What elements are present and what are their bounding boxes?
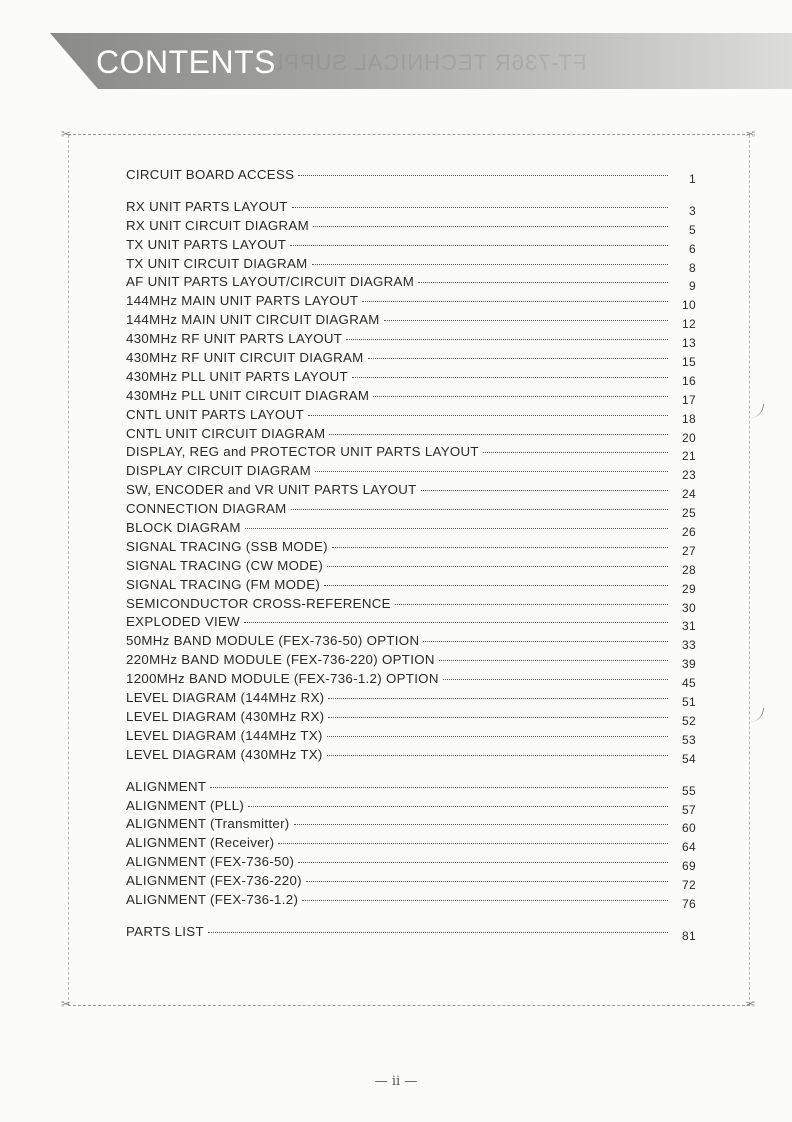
toc-entry[interactable]	[126, 689, 696, 708]
page-number: — ii —	[374, 1074, 418, 1089]
toc-entry[interactable]	[126, 613, 696, 632]
dot-leader	[298, 175, 668, 176]
dot-leader	[308, 415, 668, 416]
toc-entry-page: 28	[682, 562, 696, 577]
toc-entry-page: 60	[682, 821, 696, 836]
toc-entry[interactable]	[126, 923, 696, 942]
toc-entry-title: SIGNAL TRACING (FM MODE)	[126, 576, 321, 592]
dot-leader	[332, 547, 668, 548]
toc-entry-page: 6	[689, 241, 696, 256]
toc-entry-title: 144MHz MAIN UNIT CIRCUIT DIAGRAM	[126, 312, 380, 328]
toc-entry[interactable]	[126, 538, 696, 557]
toc-entry-page: 10	[682, 298, 696, 313]
toc-entry[interactable]	[126, 198, 696, 217]
toc-entry-title: LEVEL DIAGRAM (144MHz RX)	[126, 690, 325, 706]
dot-leader	[208, 932, 668, 933]
toc-entry-page: 9	[689, 279, 696, 294]
toc-entry-page: 52	[682, 713, 696, 728]
toc-entry[interactable]	[126, 746, 696, 765]
toc-entry[interactable]	[126, 576, 696, 595]
toc-entry[interactable]	[126, 632, 696, 651]
toc-entry-title: ALIGNMENT (FEX-736-1.2)	[126, 891, 299, 907]
scissors-icon: ✂	[745, 127, 756, 141]
dot-leader	[294, 824, 668, 825]
toc-entry-page: 29	[682, 581, 696, 596]
toc-entry-title: ALIGNMENT (PLL)	[126, 797, 245, 813]
toc-entry[interactable]	[126, 217, 696, 236]
toc-entry[interactable]	[126, 330, 696, 349]
toc-entry-title: 220MHz BAND MODULE (FEX-736-220) OPTION	[126, 652, 435, 668]
toc-entry-title: CONNECTION DIAGRAM	[126, 501, 287, 517]
toc-entry-title: 430MHz RF UNIT CIRCUIT DIAGRAM	[126, 350, 364, 366]
dot-leader	[312, 264, 669, 265]
toc-entry-title: CNTL UNIT PARTS LAYOUT	[126, 406, 305, 422]
scissors-icon: ✂	[745, 997, 756, 1011]
toc-entry-page: 57	[682, 802, 696, 817]
toc-entry-title: EXPLODED VIEW	[126, 614, 240, 630]
toc-entry-title: DISPLAY CIRCUIT DIAGRAM	[126, 463, 311, 479]
toc-entry[interactable]	[126, 595, 696, 614]
toc-entry-page: 1	[689, 172, 696, 186]
toc-entry-page: 13	[682, 336, 696, 351]
dot-leader	[302, 900, 668, 901]
toc-entry-title: 430MHz PLL UNIT CIRCUIT DIAGRAM	[126, 387, 370, 403]
toc-entry-page: 72	[682, 878, 696, 893]
toc-entry-title: SEMICONDUCTOR CROSS-REFERENCE	[126, 595, 391, 611]
toc-entry[interactable]	[126, 797, 696, 816]
toc-entry-title: SW, ENCODER and VR UNIT PARTS LAYOUT	[126, 482, 417, 498]
toc-entry-page: 51	[682, 695, 696, 710]
toc-entry-page: 23	[682, 468, 696, 483]
toc-entry[interactable]	[126, 834, 696, 853]
dot-leader	[329, 434, 668, 435]
toc-entry-title: LEVEL DIAGRAM (430MHz RX)	[126, 708, 325, 724]
dot-leader	[248, 806, 668, 807]
binding-mark	[749, 404, 764, 418]
toc-entry[interactable]	[126, 670, 696, 689]
dot-leader	[368, 358, 668, 359]
dot-leader	[418, 282, 668, 283]
page-title: CONTENTS	[96, 44, 276, 80]
toc-entry-page: 26	[682, 525, 696, 540]
toc-entry-page: 17	[682, 392, 696, 407]
binding-mark	[749, 708, 764, 722]
dot-leader	[423, 641, 668, 642]
toc-entry-title: 144MHz MAIN UNIT PARTS LAYOUT	[126, 293, 359, 309]
toc-entry-page: 30	[682, 600, 696, 615]
toc-entry-page: 64	[682, 840, 696, 855]
toc-entry-title: LEVEL DIAGRAM (144MHz TX)	[126, 727, 323, 743]
toc-entry-page: 5	[689, 222, 696, 237]
toc-entry-title: ALIGNMENT (FEX-736-220)	[126, 873, 302, 889]
toc-entry-title: 50MHz BAND MODULE (FEX-736-50) OPTION	[126, 633, 420, 649]
dot-leader	[362, 301, 668, 302]
dot-leader	[395, 604, 668, 605]
dot-leader	[327, 566, 668, 567]
dot-leader	[421, 490, 668, 491]
toc-entry[interactable]	[126, 255, 696, 274]
toc-entry[interactable]	[126, 273, 696, 292]
toc-entry-page: 15	[682, 355, 696, 370]
dot-leader	[483, 452, 668, 453]
toc-entry-title: ALIGNMENT (Transmitter)	[126, 816, 290, 832]
toc-entry-page: 45	[682, 676, 696, 691]
toc-entry-page: 18	[682, 411, 696, 426]
toc-entry-title: 430MHz RF UNIT PARTS LAYOUT	[126, 331, 343, 347]
toc-entry-title: BLOCK DIAGRAM	[126, 520, 241, 536]
toc-entry-page: 81	[682, 928, 696, 943]
toc-entry-page: 21	[682, 449, 696, 464]
toc-entry[interactable]	[126, 387, 696, 406]
toc-entry[interactable]	[126, 815, 696, 834]
dot-leader	[278, 843, 668, 844]
toc-entry-page: 55	[682, 783, 696, 798]
toc-entry-title: TX UNIT PARTS LAYOUT	[126, 236, 287, 252]
dot-leader	[315, 471, 668, 472]
toc-entry-page: 27	[682, 543, 696, 558]
table-of-contents	[126, 166, 696, 955]
toc-entry[interactable]	[126, 500, 696, 519]
dot-leader	[291, 509, 668, 510]
dot-leader	[313, 226, 668, 227]
toc-entry[interactable]	[126, 166, 696, 185]
toc-entry-title: ALIGNMENT (FEX-736-50)	[126, 854, 295, 870]
dot-leader	[352, 377, 668, 378]
toc-entry-page: 25	[682, 506, 696, 521]
toc-entry[interactable]	[126, 778, 696, 797]
toc-entry-page: 33	[682, 638, 696, 653]
dot-leader	[384, 320, 668, 321]
toc-entry-title: 430MHz PLL UNIT PARTS LAYOUT	[126, 368, 348, 384]
toc-entry-title: SIGNAL TRACING (CW MODE)	[126, 557, 324, 573]
toc-entry[interactable]	[126, 872, 696, 891]
scissors-icon: ✂	[61, 127, 72, 141]
toc-entry-page: 54	[682, 751, 696, 766]
toc-entry-title: RX UNIT CIRCUIT DIAGRAM	[126, 217, 309, 233]
toc-entry[interactable]	[126, 349, 696, 368]
toc-entry[interactable]	[126, 406, 696, 425]
header-ghost-text: FT-736R TECHNICAL SUPPL	[270, 50, 587, 75]
toc-entry[interactable]	[126, 292, 696, 311]
toc-entry[interactable]	[126, 368, 696, 387]
dot-leader	[292, 207, 668, 208]
dot-leader	[306, 881, 668, 882]
toc-entry[interactable]	[126, 708, 696, 727]
toc-entry[interactable]	[126, 651, 696, 670]
toc-entry-title: TX UNIT CIRCUIT DIAGRAM	[126, 255, 308, 271]
dot-leader	[210, 787, 668, 788]
toc-entry[interactable]	[126, 311, 696, 330]
toc-entry-page: 16	[682, 373, 696, 388]
toc-entry[interactable]	[126, 462, 696, 481]
toc-entry-page: 24	[682, 487, 696, 502]
toc-group	[126, 166, 696, 185]
dot-leader	[328, 698, 668, 699]
toc-entry-title: CIRCUIT BOARD ACCESS	[126, 167, 295, 182]
toc-group	[126, 778, 696, 910]
toc-entry-page: 31	[682, 619, 696, 634]
toc-entry[interactable]	[126, 443, 696, 462]
toc-entry[interactable]	[126, 853, 696, 872]
dot-leader	[324, 585, 668, 586]
toc-entry-page: 76	[682, 896, 696, 911]
scissors-icon: ✂	[61, 997, 72, 1011]
toc-entry-title: AF UNIT PARTS LAYOUT/CIRCUIT DIAGRAM	[126, 274, 415, 290]
dot-leader	[439, 660, 668, 661]
toc-entry[interactable]	[126, 425, 696, 444]
toc-entry-title: CNTL UNIT CIRCUIT DIAGRAM	[126, 425, 326, 441]
toc-entry-page: 69	[682, 859, 696, 874]
toc-group	[126, 198, 696, 765]
dot-leader	[327, 736, 668, 737]
dot-leader	[328, 717, 668, 718]
toc-entry-page: 39	[682, 657, 696, 672]
toc-entry-page: 20	[682, 430, 696, 445]
toc-entry-page: 53	[682, 732, 696, 747]
toc-entry[interactable]	[126, 519, 696, 538]
toc-entry-page: 12	[682, 317, 696, 332]
toc-entry-title: 1200MHz BAND MODULE (FEX-736-1.2) OPTION	[126, 671, 439, 687]
toc-entry[interactable]	[126, 236, 696, 255]
dot-leader	[244, 622, 668, 623]
dot-leader	[290, 245, 668, 246]
toc-entry[interactable]	[126, 557, 696, 576]
toc-entry[interactable]	[126, 727, 696, 746]
toc-entry-page: 3	[689, 203, 696, 218]
dot-leader	[346, 339, 668, 340]
toc-entry[interactable]	[126, 891, 696, 910]
toc-entry-title: SIGNAL TRACING (SSB MODE)	[126, 538, 328, 554]
toc-entry[interactable]	[126, 481, 696, 500]
toc-entry-title: DISPLAY, REG and PROTECTOR UNIT PARTS LAYOUT	[126, 444, 479, 460]
dot-leader	[327, 755, 668, 756]
dot-leader	[443, 679, 668, 680]
toc-entry-title: ALIGNMENT (Receiver)	[126, 835, 275, 851]
toc-entry-page: 8	[689, 260, 696, 275]
dot-leader	[245, 528, 668, 529]
toc-entry-title: RX UNIT PARTS LAYOUT	[126, 198, 288, 214]
dot-leader	[298, 862, 668, 863]
toc-entry-title: ALIGNMENT	[126, 778, 207, 794]
dot-leader	[373, 396, 668, 397]
toc-entry-title: PARTS LIST	[126, 923, 204, 939]
toc-group	[126, 923, 696, 942]
toc-entry-title: LEVEL DIAGRAM (430MHz TX)	[126, 746, 323, 762]
